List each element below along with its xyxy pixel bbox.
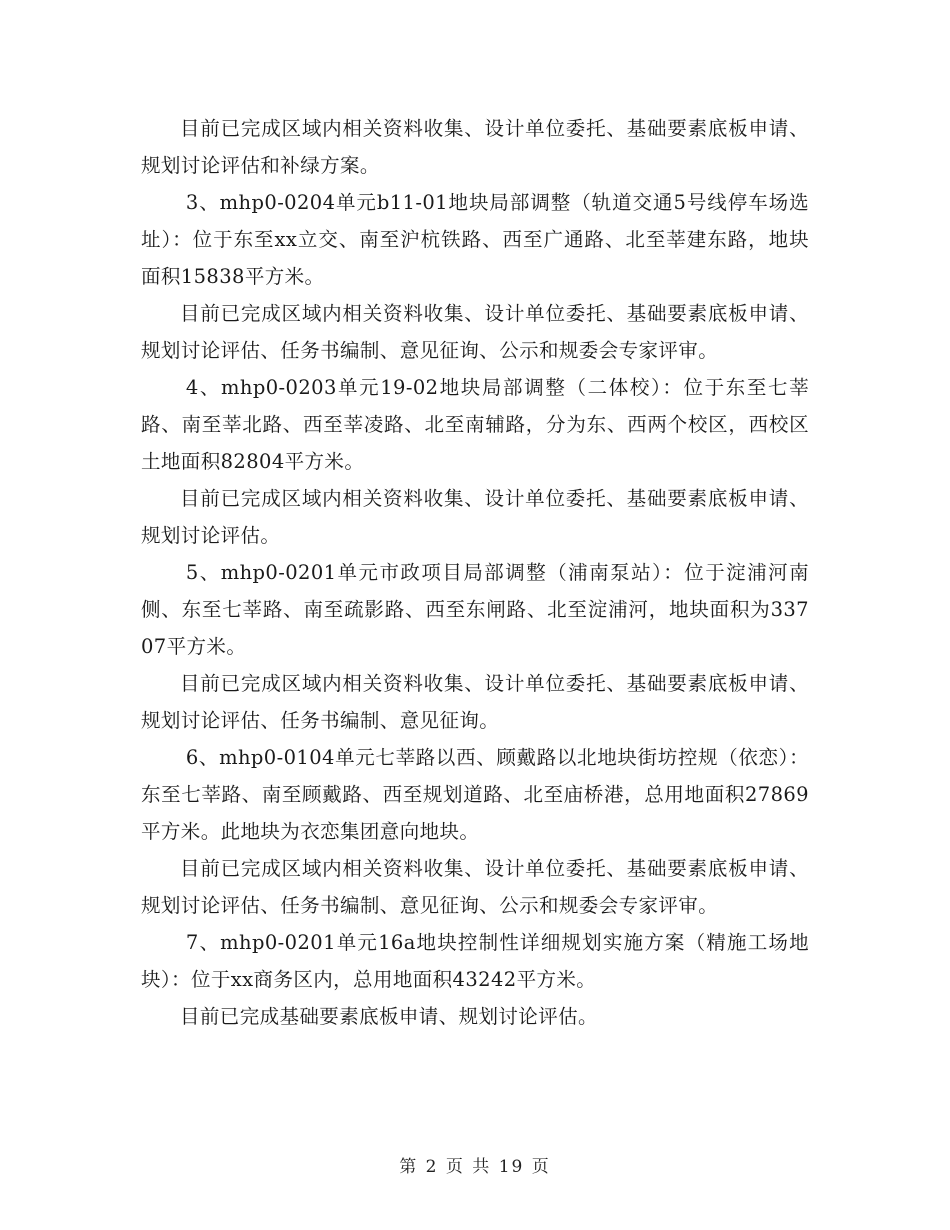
paragraph-progress-4: 目前已完成区域内相关资料收集、设计单位委托、基础要素底板申请、规划讨论评估。 (141, 487, 809, 547)
page-number-footer: 第 2 页 共 19 页 (399, 1157, 551, 1177)
paragraph-item-3: 3、mhp0-0204单元b11-01地块局部调整（轨道交通5号线停车场选址）：位于东至xx立交、南至沪杭铁路、西至广通路、北至莘建东路，地块面积15838平方米。 (141, 191, 809, 288)
paragraph-progress-3: 目前已完成区域内相关资料收集、设计单位委托、基础要素底板申请、规划讨论评估、任务书编制、意见征询、公示和规委会专家评审。 (141, 302, 809, 362)
document-body (141, 110, 809, 1035)
paragraph-progress-5: 目前已完成区域内相关资料收集、设计单位委托、基础要素底板申请、规划讨论评估、任务书编制、意见征询。 (141, 672, 809, 732)
paragraph-progress-7: 目前已完成基础要素底板申请、规划讨论评估。 (180, 1005, 598, 1028)
paragraph-item-5: 5、mhp0-0201单元市政项目局部调整（浦南泵站）：位于淀浦河南侧、东至七莘路、南至疏影路、西至东闸路、北至淀浦河，地块面积为33707平方米。 (141, 561, 809, 658)
paragraph-progress-6: 目前已完成区域内相关资料收集、设计单位委托、基础要素底板申请、规划讨论评估、任务书编制、意见征询、公示和规委会专家评审。 (141, 857, 809, 917)
paragraph-item-4: 4、mhp0-0203单元19-02地块局部调整（二体校）：位于东至七莘路、南至莘北路、西至莘凌路、北至南辅路，分为东、西两个校区，西校区土地面积82804平方米。 (141, 376, 809, 473)
paragraph-item-7: 7、mhp0-0201单元16a地块控制性详细规划实施方案（精施工场地块）：位于xx商务区内，总用地面积43242平方米。 (141, 931, 809, 991)
paragraph-progress-2: 目前已完成区域内相关资料收集、设计单位委托、基础要素底板申请、规划讨论评估和补绿方案。 (141, 117, 809, 177)
paragraph-item-6: 6、mhp0-0104单元七莘路以西、顾戴路以北地块街坊控规（依恋）：东至七莘路、南至顾戴路、西至规划道路、北至庙桥港，总用地面积27869平方米。此地块为衣恋集团意向地块。 (141, 746, 809, 843)
